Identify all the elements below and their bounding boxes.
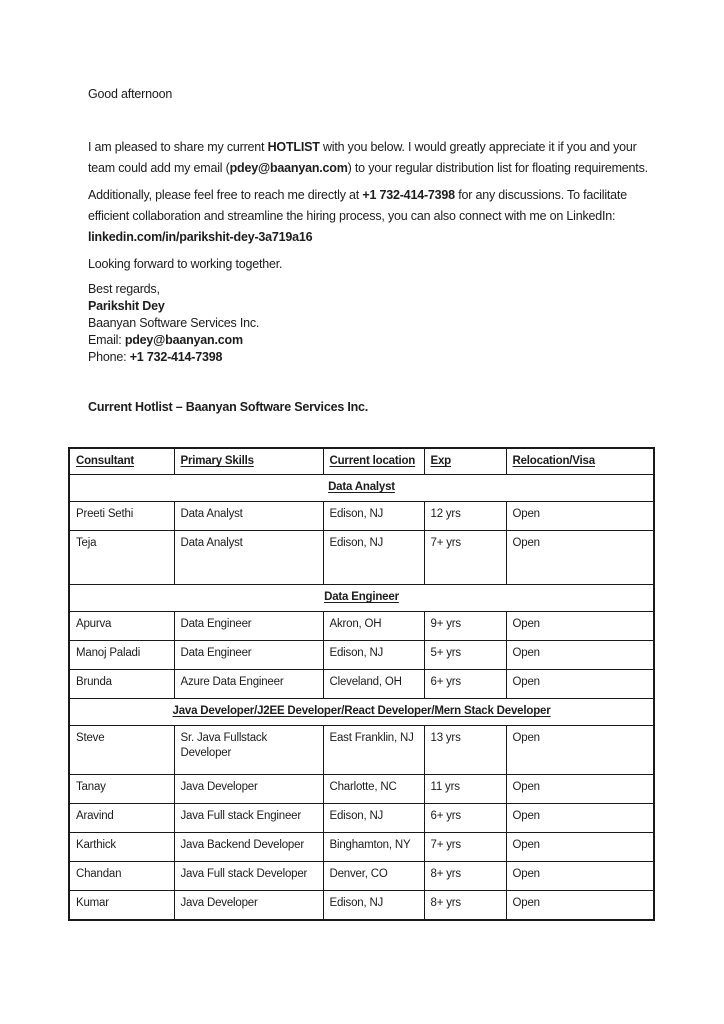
table-row — [69, 612, 654, 641]
cell-relocation: Open — [506, 726, 654, 775]
cell-consultant: Steve — [69, 726, 174, 775]
cell-consultant: Karthick — [69, 833, 174, 862]
cell-consultant: Teja — [69, 531, 174, 585]
header-cell-consultant: Consultant — [69, 448, 174, 475]
text-run: Email: — [88, 333, 125, 347]
letter-paragraph — [88, 254, 658, 275]
cell-skills: Data Analyst — [174, 502, 323, 531]
text-run: I am pleased to share my current — [88, 140, 268, 154]
cell-location: East Franklin, NJ — [323, 726, 424, 775]
text-run: Phone: — [88, 350, 130, 364]
cell-relocation: Open — [506, 775, 654, 804]
cell-location: Edison, NJ — [323, 891, 424, 920]
cell-skills: Azure Data Engineer — [174, 670, 323, 699]
section-header-cell: Data Engineer — [69, 585, 654, 612]
signature-line — [88, 349, 658, 366]
bold-text-run: pdey@baanyan.com — [229, 161, 348, 175]
cell-consultant: Aravind — [69, 804, 174, 833]
cell-relocation: Open — [506, 804, 654, 833]
header-cell-primary-skills: Primary Skills — [174, 448, 323, 475]
text-run: Best regards, — [88, 282, 160, 296]
cell-exp: 8+ yrs — [424, 862, 506, 891]
table-row — [69, 641, 654, 670]
table-row — [69, 775, 654, 804]
header-cell-current-location: Current location — [323, 448, 424, 475]
header-cell-exp: Exp — [424, 448, 506, 475]
hotlist-header-row — [69, 448, 654, 475]
cell-exp: 11 yrs — [424, 775, 506, 804]
cell-location: Cleveland, OH — [323, 670, 424, 699]
letter-paragraphs — [88, 137, 658, 275]
table-row — [69, 862, 654, 891]
cell-skills: Data Analyst — [174, 531, 323, 585]
section-header-row — [69, 699, 654, 726]
table-row — [69, 531, 654, 585]
cell-relocation: Open — [506, 862, 654, 891]
cell-relocation: Open — [506, 641, 654, 670]
signature-line — [88, 332, 658, 349]
table-row — [69, 502, 654, 531]
table-row — [69, 670, 654, 699]
text-run: Looking forward to working together. — [88, 257, 283, 271]
cell-location: Edison, NJ — [323, 804, 424, 833]
cell-location: Binghamton, NY — [323, 833, 424, 862]
bold-text-run: Parikshit Dey — [88, 299, 165, 313]
cell-location: Charlotte, NC — [323, 775, 424, 804]
letter-paragraph — [88, 185, 658, 248]
cell-exp: 8+ yrs — [424, 891, 506, 920]
text-run: for any discussions. To facilitate efficient collaboration and streamline the hiring process, you can also connect with me on LinkedIn: — [88, 188, 627, 223]
cell-location: Denver, CO — [323, 862, 424, 891]
text-run: Baanyan Software Services Inc. — [88, 316, 260, 330]
cell-relocation: Open — [506, 891, 654, 920]
cell-consultant: Manoj Paladi — [69, 641, 174, 670]
bold-text-run: HOTLIST — [267, 140, 320, 154]
section-header-cell: Java Developer/J2EE Developer/React Developer/Mern Stack Developer — [69, 699, 654, 726]
section-header-row — [69, 475, 654, 502]
cell-relocation: Open — [506, 670, 654, 699]
cell-skills: Java Full stack Engineer — [174, 804, 323, 833]
hotlist-body — [69, 475, 654, 920]
cell-relocation: Open — [506, 531, 654, 585]
cell-skills: Java Developer — [174, 775, 323, 804]
text-run: ) to your regular distribution list for floating requirements. — [347, 161, 648, 175]
text-run: with you below. I would greatly appreciate it if you and your team could add my email ( — [88, 140, 637, 175]
section-header-row — [69, 585, 654, 612]
cell-location: Edison, NJ — [323, 531, 424, 585]
hotlist-title: Current Hotlist – Baanyan Software Services Inc. — [88, 400, 369, 414]
cell-consultant: Apurva — [69, 612, 174, 641]
cell-exp: 7+ yrs — [424, 531, 506, 585]
text-run: Additionally, please feel free to reach me directly at — [88, 188, 363, 202]
bold-text-run: pdey@baanyan.com — [124, 333, 243, 347]
cell-exp: 13 yrs — [424, 726, 506, 775]
cell-exp: 5+ yrs — [424, 641, 506, 670]
letter-body — [88, 84, 658, 418]
signature-line — [88, 315, 658, 332]
signature-line — [88, 298, 658, 315]
table-row — [69, 804, 654, 833]
hotlist-table — [68, 447, 655, 921]
header-cell-relocation-visa: Relocation/Visa — [506, 448, 654, 475]
cell-skills: Java Backend Developer — [174, 833, 323, 862]
cell-skills: Java Developer — [174, 891, 323, 920]
cell-relocation: Open — [506, 833, 654, 862]
table-row — [69, 726, 654, 775]
cell-relocation: Open — [506, 612, 654, 641]
cell-consultant: Tanay — [69, 775, 174, 804]
cell-location: Akron, OH — [323, 612, 424, 641]
cell-exp: 6+ yrs — [424, 804, 506, 833]
signature-block — [88, 281, 658, 366]
cell-exp: 12 yrs — [424, 502, 506, 531]
cell-skills: Data Engineer — [174, 612, 323, 641]
cell-exp: 6+ yrs — [424, 670, 506, 699]
table-row — [69, 833, 654, 862]
cell-consultant: Chandan — [69, 862, 174, 891]
bold-text-run: +1 732-414-7398 — [129, 350, 223, 364]
cell-consultant: Kumar — [69, 891, 174, 920]
section-header-cell: Data Analyst — [69, 475, 654, 502]
cell-location: Edison, NJ — [323, 641, 424, 670]
table-row — [69, 891, 654, 920]
cell-location: Edison, NJ — [323, 502, 424, 531]
greeting: Good afternoon — [88, 87, 173, 101]
cell-exp: 7+ yrs — [424, 833, 506, 862]
cell-consultant: Preeti Sethi — [69, 502, 174, 531]
cell-exp: 9+ yrs — [424, 612, 506, 641]
bold-text-run: linkedin.com/in/parikshit-dey-3a719a16 — [88, 230, 313, 244]
signature-line — [88, 281, 658, 298]
cell-consultant: Brunda — [69, 670, 174, 699]
cell-skills: Data Engineer — [174, 641, 323, 670]
cell-skills: Sr. Java Fullstack Developer — [174, 726, 323, 775]
cell-relocation: Open — [506, 502, 654, 531]
bold-text-run: +1 732-414-7398 — [362, 188, 455, 202]
cell-skills: Java Full stack Developer — [174, 862, 323, 891]
letter-paragraph — [88, 137, 658, 179]
